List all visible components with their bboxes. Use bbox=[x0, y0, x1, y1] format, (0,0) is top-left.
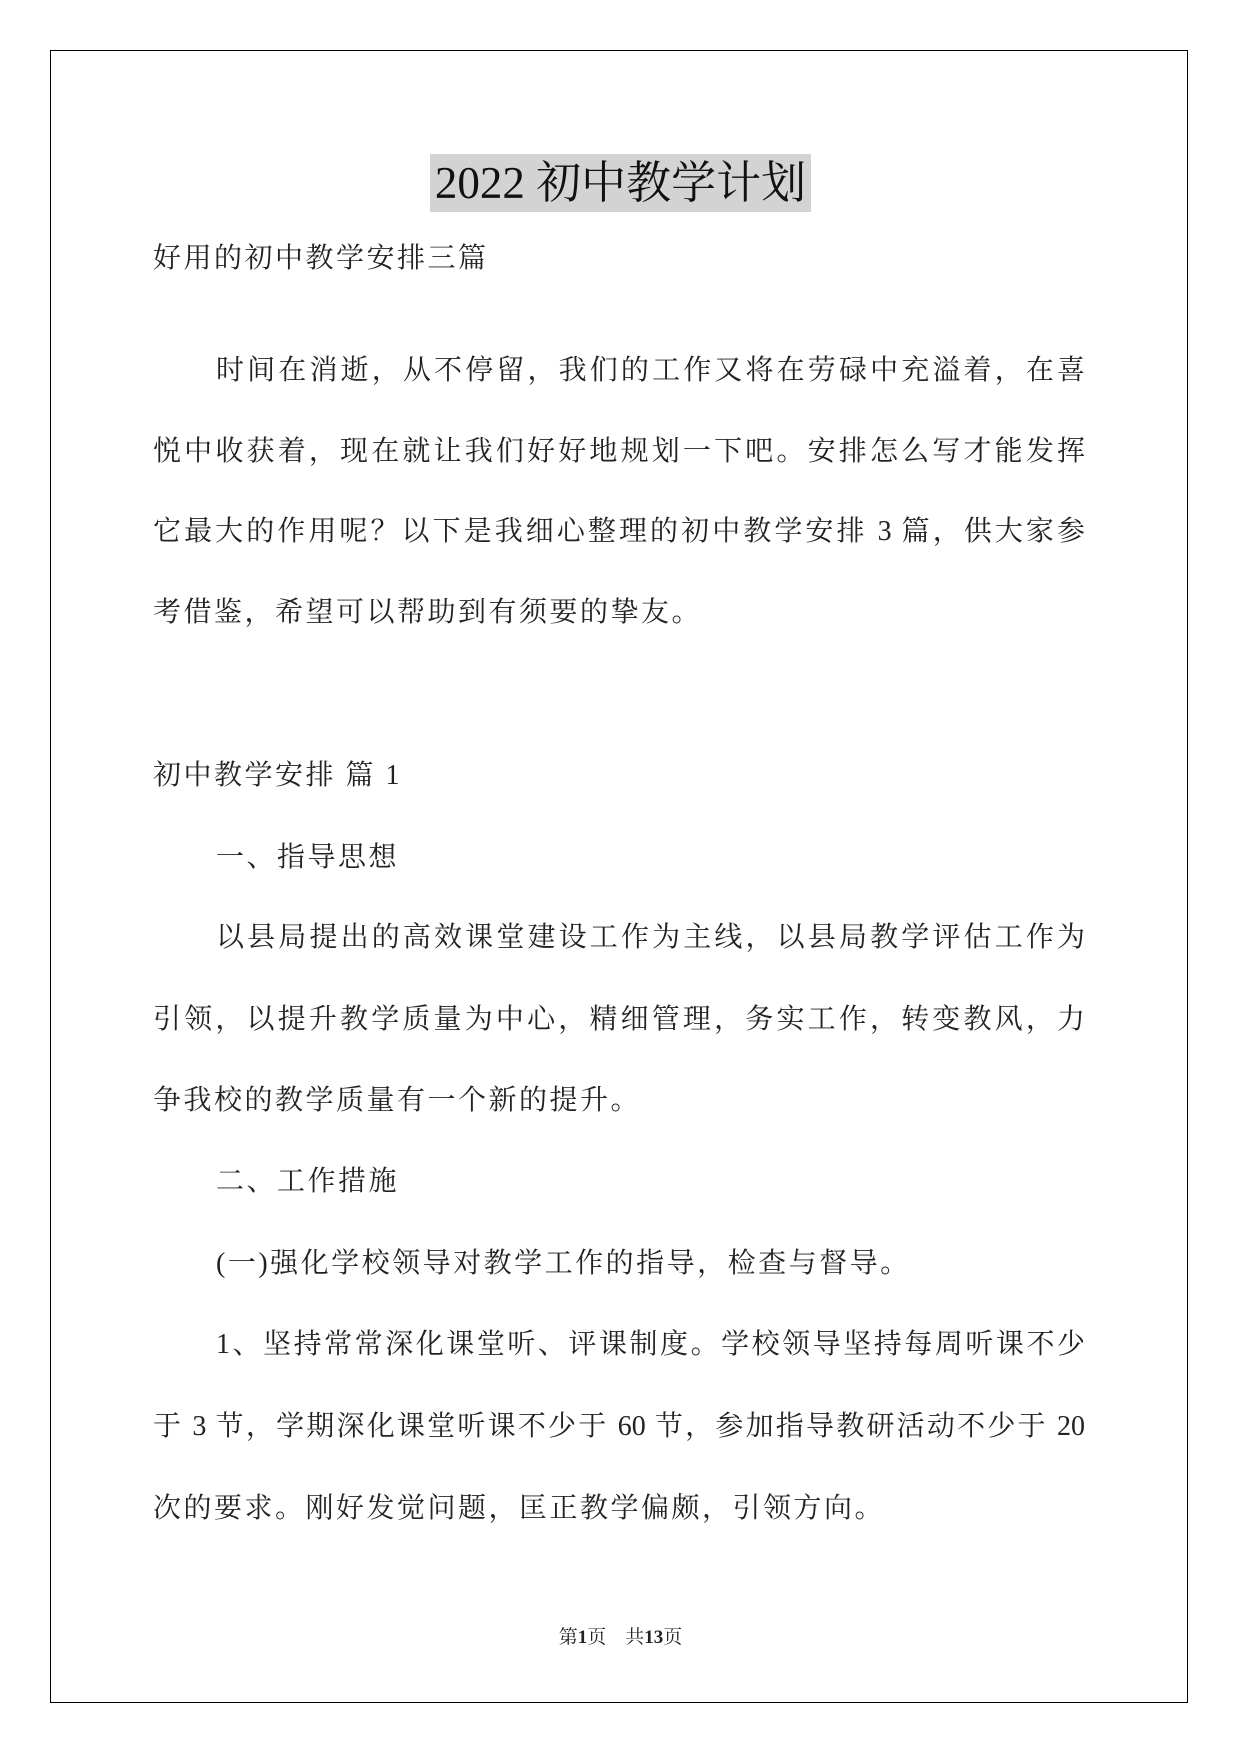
subtitle: 好用的初中教学安排三篇 bbox=[153, 243, 489, 274]
document-title: 2022 初中教学计划 bbox=[430, 154, 811, 212]
intro-line: 考借鉴，希望可以帮助到有须要的挚友。 bbox=[153, 597, 703, 628]
page-number-prefix: 第 bbox=[558, 1627, 578, 1648]
intro-line: 它最大的作用呢？以下是我细心整理的初中教学安排 3 篇，供大家参 bbox=[153, 516, 1085, 547]
measures-heading: 二、工作措施 bbox=[216, 1166, 400, 1197]
measures-subheading: (一)强化学校领导对教学工作的指导，检查与督导。 bbox=[216, 1248, 911, 1279]
page-footer bbox=[0, 1626, 1241, 1650]
guiding-line: 引领，以提升教学质量为中心，精细管理，务实工作，转变教风，力 bbox=[153, 1004, 1085, 1035]
measure-item-line: 次的要求。刚好发觉问题，匡正教学偏颇，引领方向。 bbox=[153, 1493, 886, 1524]
guiding-heading: 一、指导思想 bbox=[216, 842, 400, 873]
total-pages-suffix: 页 bbox=[663, 1627, 683, 1648]
intro-line: 悦中收获着，现在就让我们好好地规划一下吧。安排怎么写才能发挥 bbox=[153, 436, 1085, 467]
title-row bbox=[0, 154, 1241, 212]
page-number-suffix: 页 bbox=[587, 1627, 607, 1648]
measure-item-line: 于 3 节，学期深化课堂听课不少于 60 节，参加指导教研活动不少于 20 bbox=[153, 1411, 1085, 1442]
total-pages-prefix: 共 bbox=[625, 1627, 645, 1648]
guiding-line: 争我校的教学质量有一个新的提升。 bbox=[153, 1085, 642, 1116]
total-pages: 13 bbox=[644, 1627, 664, 1648]
measure-item-line: 1、坚持常常深化课堂听、评课制度。学校领导坚持每周听课不少 bbox=[216, 1329, 1085, 1360]
intro-line: 时间在消逝，从不停留，我们的工作又将在劳碌中充溢着，在喜 bbox=[216, 355, 1085, 386]
guiding-line: 以县局提出的高效课堂建设工作为主线，以县局教学评估工作为 bbox=[216, 922, 1085, 953]
page-number: 1 bbox=[577, 1627, 588, 1648]
section-heading: 初中教学安排 篇 1 bbox=[153, 760, 403, 791]
